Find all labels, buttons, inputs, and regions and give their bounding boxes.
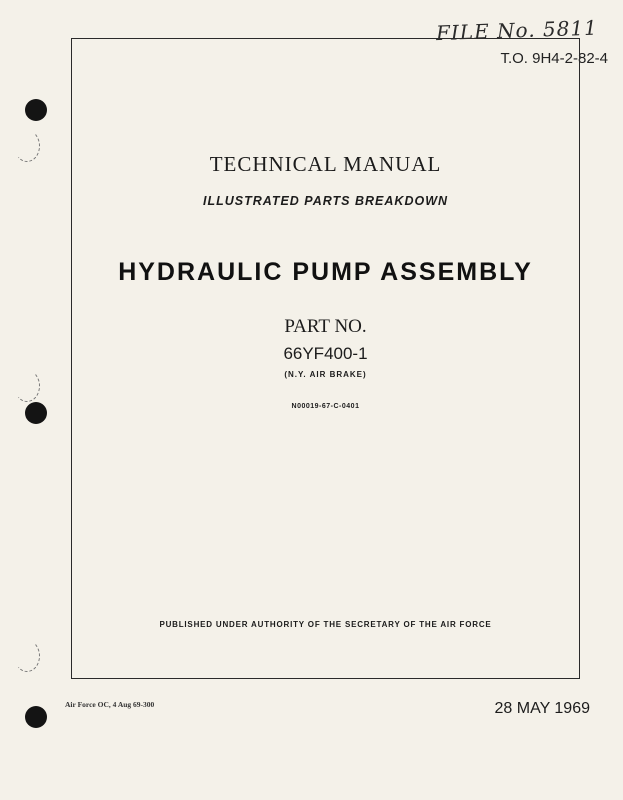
binder-hole-middle [25, 402, 47, 424]
technical-order-number: T.O. 9H4-2-82-4 [500, 50, 608, 67]
file-number-handwritten: FILE No. 5811 [435, 15, 599, 46]
contract-number: N00019-67-C-0401 [291, 403, 360, 410]
part-manufacturer: (N.Y. AIR BRAKE) [284, 370, 367, 379]
manual-subtitle: ILLUSTRATED PARTS BREAKDOWN [202, 194, 449, 208]
publication-authority: PUBLISHED UNDER AUTHORITY OF THE SECRETARY OF THE AIR FORCE [159, 620, 492, 629]
publication-date: 28 MAY 1969 [494, 700, 590, 717]
part-number: 66YF400-1 [283, 344, 368, 363]
part-number-label: PART NO. [284, 316, 367, 337]
print-line: Air Force OC, 4 Aug 69-300 [65, 700, 155, 709]
binder-hole-top [25, 99, 47, 121]
binder-hole-ring-middle [14, 370, 40, 402]
binder-hole-bottom [25, 706, 47, 728]
binder-hole-ring-bottom [14, 640, 40, 672]
manual-title: TECHNICAL MANUAL [209, 152, 442, 176]
binder-hole-ring-top [14, 130, 40, 162]
main-title: HYDRAULIC PUMP ASSEMBLY [118, 258, 533, 286]
